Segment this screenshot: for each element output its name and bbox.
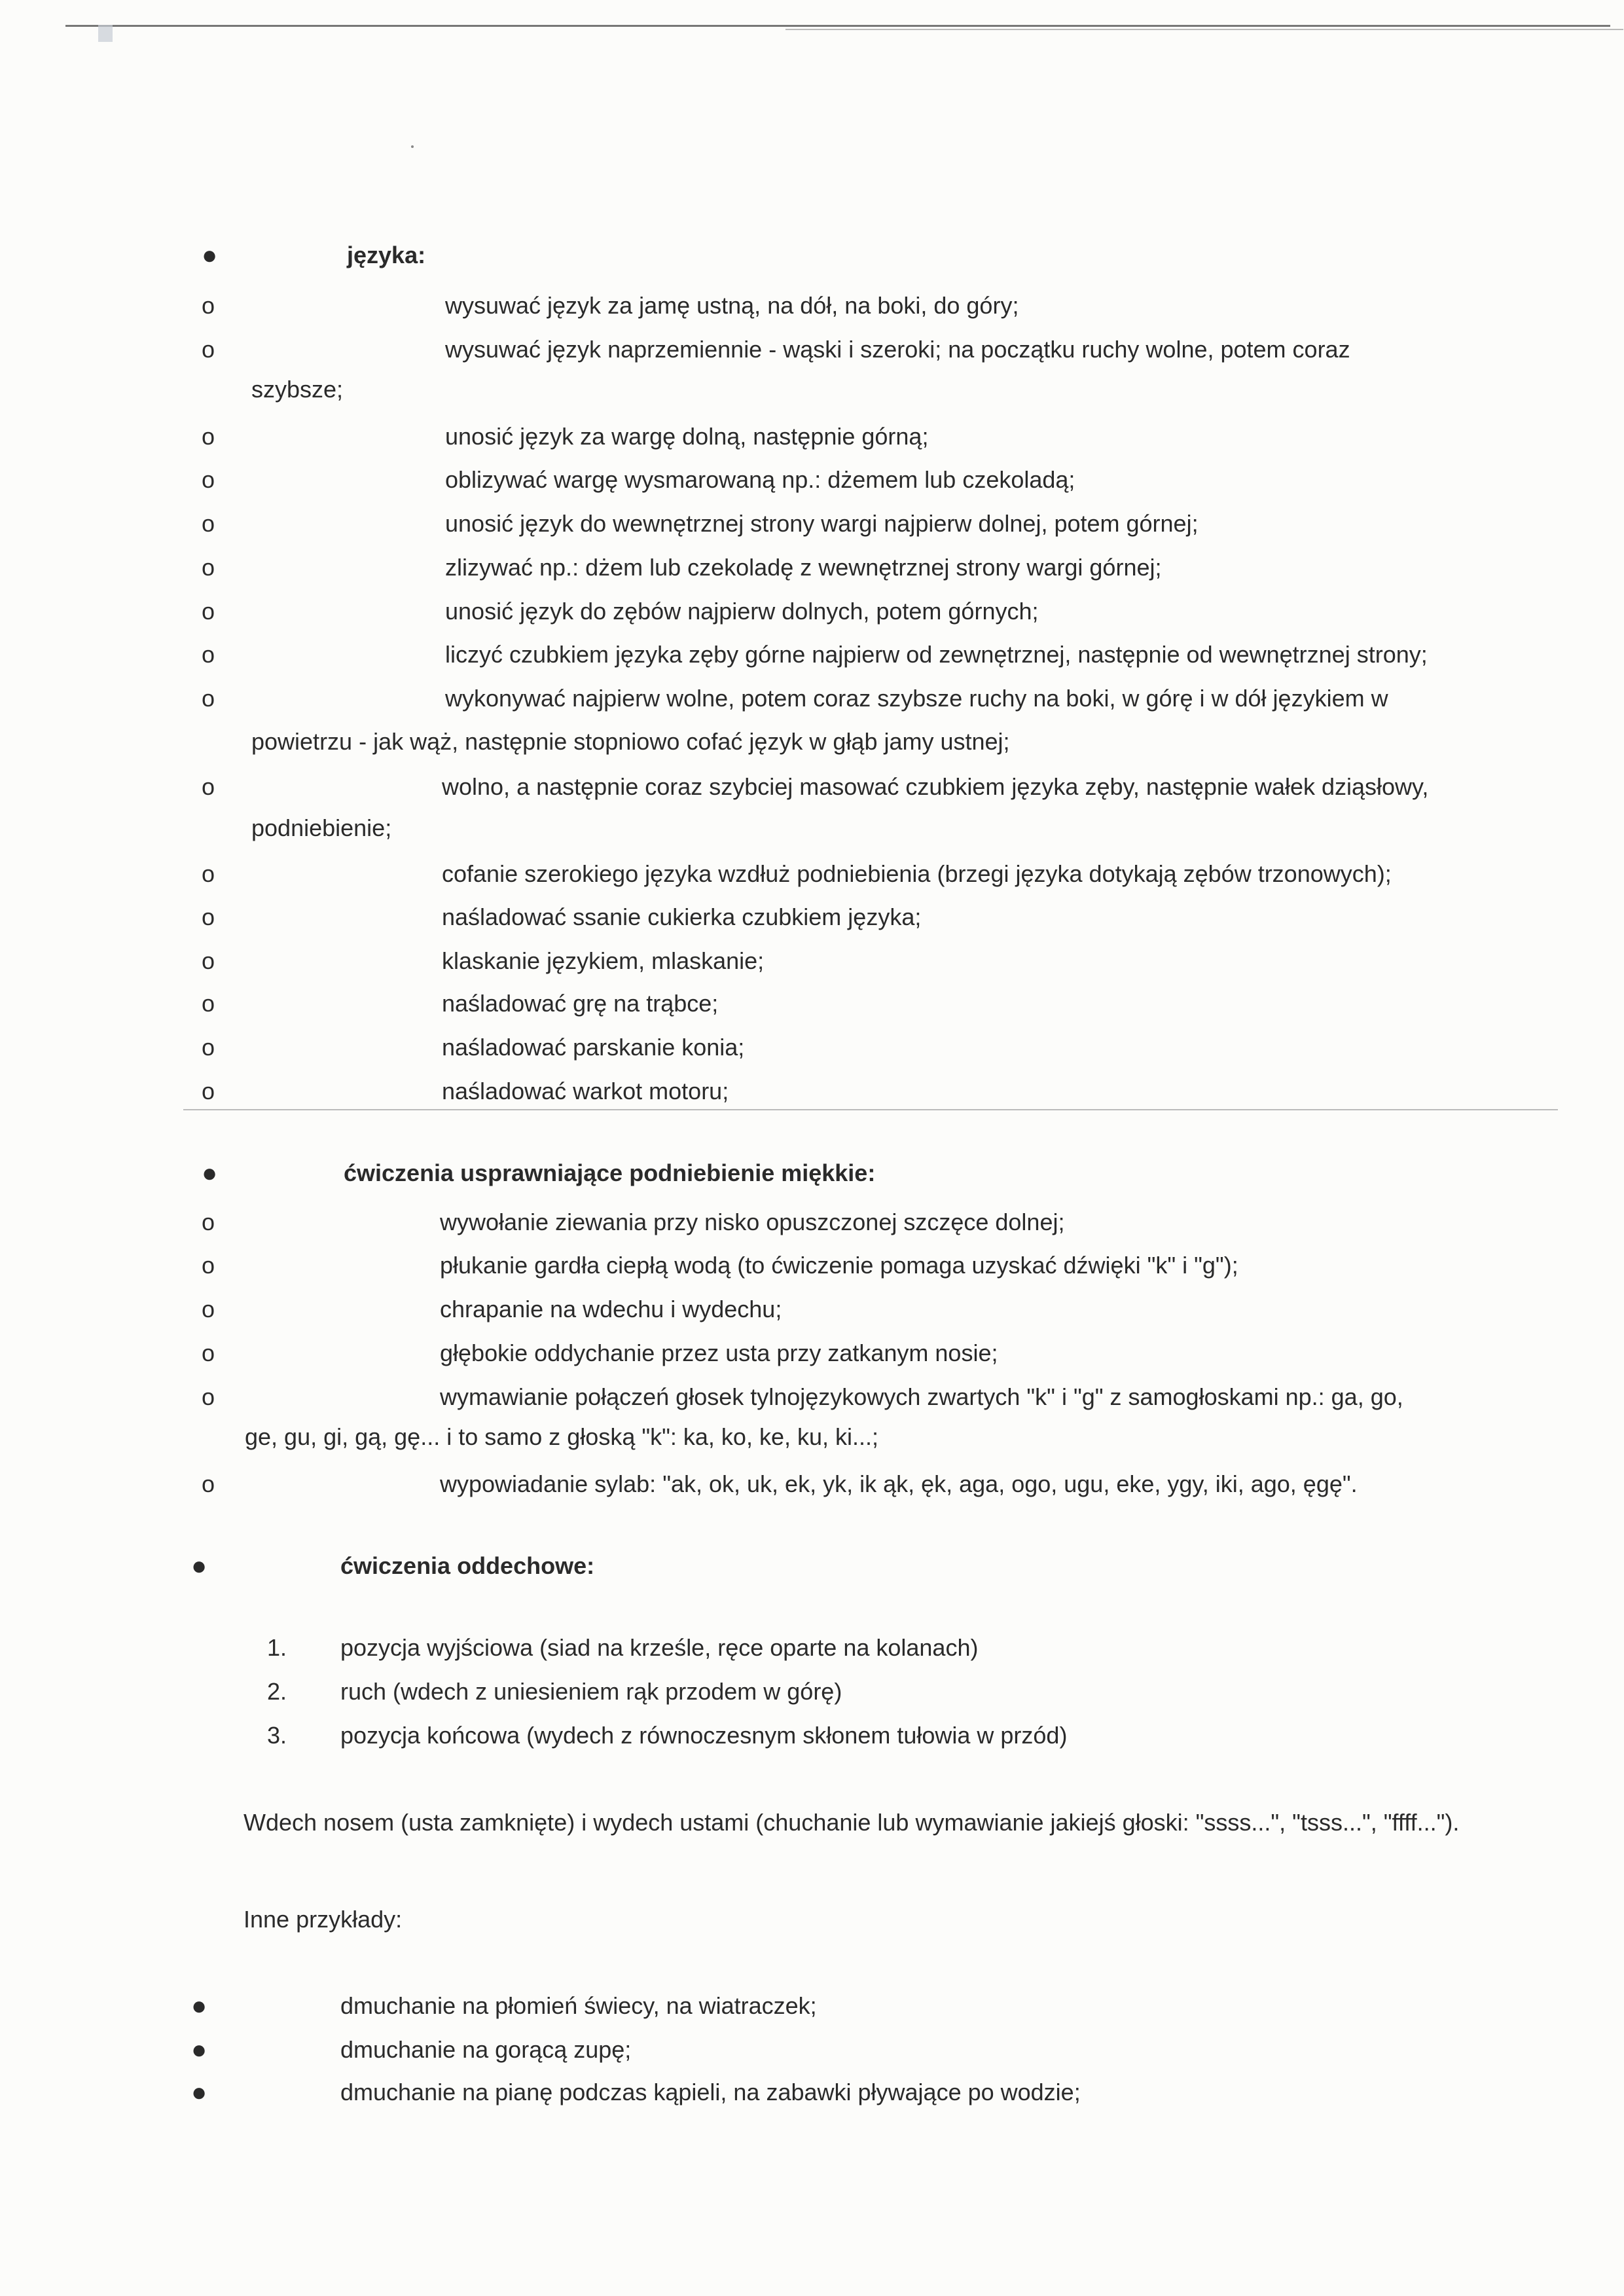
list-item-text: wypowiadanie sylab: "ak, ok, uk, ek, yk, ik ąk, ęk, aga, ogo, ugu, eke, ygy, iki, ago, ęgę". <box>440 1470 1358 1497</box>
list-item-text: oblizywać wargę wysmarowaną np.: dżemem lub czekoladą; <box>445 466 1075 493</box>
list-item <box>0 941 1624 981</box>
list-item <box>0 1072 1624 1111</box>
list-item-text: naśladować grę na trąbce; <box>442 990 719 1017</box>
list-item-text: naśladować parskanie konia; <box>442 1034 745 1061</box>
list-item <box>0 854 1624 894</box>
section-heading-oddechowe <box>0 1546 1624 1586</box>
list-item-text: unosić język do zębów najpierw dolnych, potem górnych; <box>445 598 1039 625</box>
scan-top-line <box>65 25 1610 27</box>
section-heading-jezyka <box>0 236 1624 275</box>
circle-marker: o <box>202 641 215 668</box>
list-item-continuation: powietrzu - jak wąż, następnie stopniowo cofać język w głąb jamy ustnej; <box>251 728 1010 755</box>
list-item <box>0 330 1624 369</box>
list-item <box>0 286 1624 325</box>
numbered-step <box>0 1628 1624 1667</box>
list-item-text: chrapanie na wdechu i wydechu; <box>440 1296 782 1322</box>
bullet-marker: ● <box>191 1552 208 1580</box>
scan-speck <box>98 25 113 42</box>
circle-marker: o <box>202 292 215 319</box>
list-item <box>0 984 1624 1023</box>
section-heading-podniebienie <box>0 1154 1624 1193</box>
circle-marker: o <box>202 336 215 363</box>
list-item <box>0 1203 1624 1242</box>
step-text: pozycja wyjściowa (siad na krześle, ręce oparte na kolanach) <box>340 1634 979 1661</box>
list-item-text: klaskanie językiem, mlaskanie; <box>442 947 765 974</box>
step-text: ruch (wdech z uniesieniem rąk przodem w górę) <box>340 1678 842 1705</box>
list-item-text: unosić język za wargę dolną, następnie górną; <box>445 423 929 450</box>
scan-underline <box>183 1109 1558 1110</box>
example-item <box>0 1986 1624 2026</box>
circle-marker: o <box>202 1034 215 1061</box>
list-item <box>0 1290 1624 1329</box>
list-item-text: wymawianie połączeń głosek tylnojęzykowych zwartych "k" i "g" z samogłoskami np.: ga, go, <box>440 1383 1403 1410</box>
breathing-paragraph: Wdech nosem (usta zamknięte) i wydech ustami (chuchanie lub wymawianie jakiejś głoski: "ssss...", "tsss...", "ffff..."). <box>244 1809 1460 1836</box>
list-item-text: wywołanie ziewania przy nisko opuszczonej szczęce dolnej; <box>440 1209 1065 1235</box>
step-number: 2. <box>267 1678 287 1705</box>
circle-marker: o <box>202 598 215 625</box>
list-item-text: głębokie oddychanie przez usta przy zatkanym nosie; <box>440 1339 998 1366</box>
circle-marker: o <box>202 1339 215 1366</box>
list-item-text: naśladować warkot motoru; <box>442 1078 729 1104</box>
other-examples-label: Inne przykłady: <box>244 1906 403 1933</box>
circle-marker: o <box>202 1296 215 1322</box>
example-item <box>0 2030 1624 2069</box>
list-item <box>0 635 1624 674</box>
list-item-text: unosić język do wewnętrznej strony wargi najpierw dolnej, potem górnej; <box>445 510 1199 537</box>
circle-marker: o <box>202 990 215 1017</box>
list-item <box>0 1246 1624 1285</box>
list-item <box>0 1465 1624 1504</box>
list-item <box>0 417 1624 456</box>
list-item-text: płukanie gardła ciepłą wodą (to ćwiczenie pomaga uzyskać dźwięki "k" i "g"); <box>440 1252 1238 1279</box>
scan-dot <box>411 145 414 148</box>
list-item-text: cofanie szerokiego języka wzdłuż podniebienia (brzegi języka dotykają zębów trzonowych); <box>442 860 1392 887</box>
bullet-marker: ● <box>202 1159 218 1188</box>
circle-marker: o <box>202 1470 215 1497</box>
circle-marker: o <box>202 1078 215 1104</box>
list-item-text: wysuwać język za jamę ustną, na dół, na boki, do góry; <box>445 292 1019 319</box>
heading-text: ćwiczenia oddechowe: <box>340 1552 595 1579</box>
circle-marker: o <box>202 554 215 581</box>
list-item-text: wysuwać język naprzemiennie - wąski i szeroki; na początku ruchy wolne, potem coraz <box>445 336 1350 363</box>
list-item-continuation: szybsze; <box>251 376 344 403</box>
scan-top-line-secondary <box>785 29 1623 30</box>
example-text: dmuchanie na pianę podczas kąpieli, na zabawki pływające po wodzie; <box>340 2079 1081 2105</box>
example-item <box>0 2073 1624 2112</box>
circle-marker: o <box>202 466 215 493</box>
bullet-marker: ● <box>191 2035 208 2064</box>
circle-marker: o <box>202 903 215 930</box>
heading-text: języka: <box>347 242 426 268</box>
list-item-text: wykonywać najpierw wolne, potem coraz szybsze ruchy na boki, w górę i w dół językiem w <box>445 685 1388 712</box>
numbered-step <box>0 1716 1624 1755</box>
step-number: 3. <box>267 1722 287 1749</box>
list-item <box>0 548 1624 587</box>
list-item-text: wolno, a następnie coraz szybciej masować czubkiem języka zęby, następnie wałek dziąsłowy, <box>442 773 1429 800</box>
list-item-text: liczyć czubkiem języka zęby górne najpierw od zewnętrznej, następnie od wewnętrznej strony; <box>445 641 1428 668</box>
heading-text: ćwiczenia usprawniające podniebienie miękkie: <box>344 1159 876 1186</box>
list-item <box>0 460 1624 500</box>
list-item <box>0 1028 1624 1067</box>
bullet-marker: ● <box>191 1992 208 2020</box>
list-item <box>0 1377 1624 1417</box>
circle-marker: o <box>202 685 215 712</box>
circle-marker: o <box>202 510 215 537</box>
bullet-marker: ● <box>202 241 218 270</box>
list-item <box>0 767 1624 807</box>
list-item-continuation: ge, gu, gi, gą, gę... i to samo z głoską "k": ka, ko, ke, ku, ki...; <box>245 1423 879 1450</box>
list-item <box>0 898 1624 937</box>
circle-marker: o <box>202 1252 215 1279</box>
circle-marker: o <box>202 1209 215 1235</box>
list-item-text: zlizywać np.: dżem lub czekoladę z wewnętrznej strony wargi górnej; <box>445 554 1162 581</box>
step-text: pozycja końcowa (wydech z równoczesnym skłonem tułowia w przód) <box>340 1722 1068 1749</box>
list-item <box>0 592 1624 631</box>
bullet-marker: ● <box>191 2078 208 2107</box>
example-text: dmuchanie na gorącą zupę; <box>340 2036 632 2063</box>
numbered-step <box>0 1672 1624 1711</box>
list-item <box>0 679 1624 718</box>
list-item-continuation: podniebienie; <box>251 814 392 841</box>
circle-marker: o <box>202 773 215 800</box>
example-text: dmuchanie na płomień świecy, na wiatraczek; <box>340 1992 817 2019</box>
list-item-text: naśladować ssanie cukierka czubkiem języka; <box>442 903 922 930</box>
circle-marker: o <box>202 947 215 974</box>
list-item <box>0 1334 1624 1373</box>
step-number: 1. <box>267 1634 287 1661</box>
circle-marker: o <box>202 423 215 450</box>
circle-marker: o <box>202 860 215 887</box>
list-item <box>0 504 1624 543</box>
circle-marker: o <box>202 1383 215 1410</box>
